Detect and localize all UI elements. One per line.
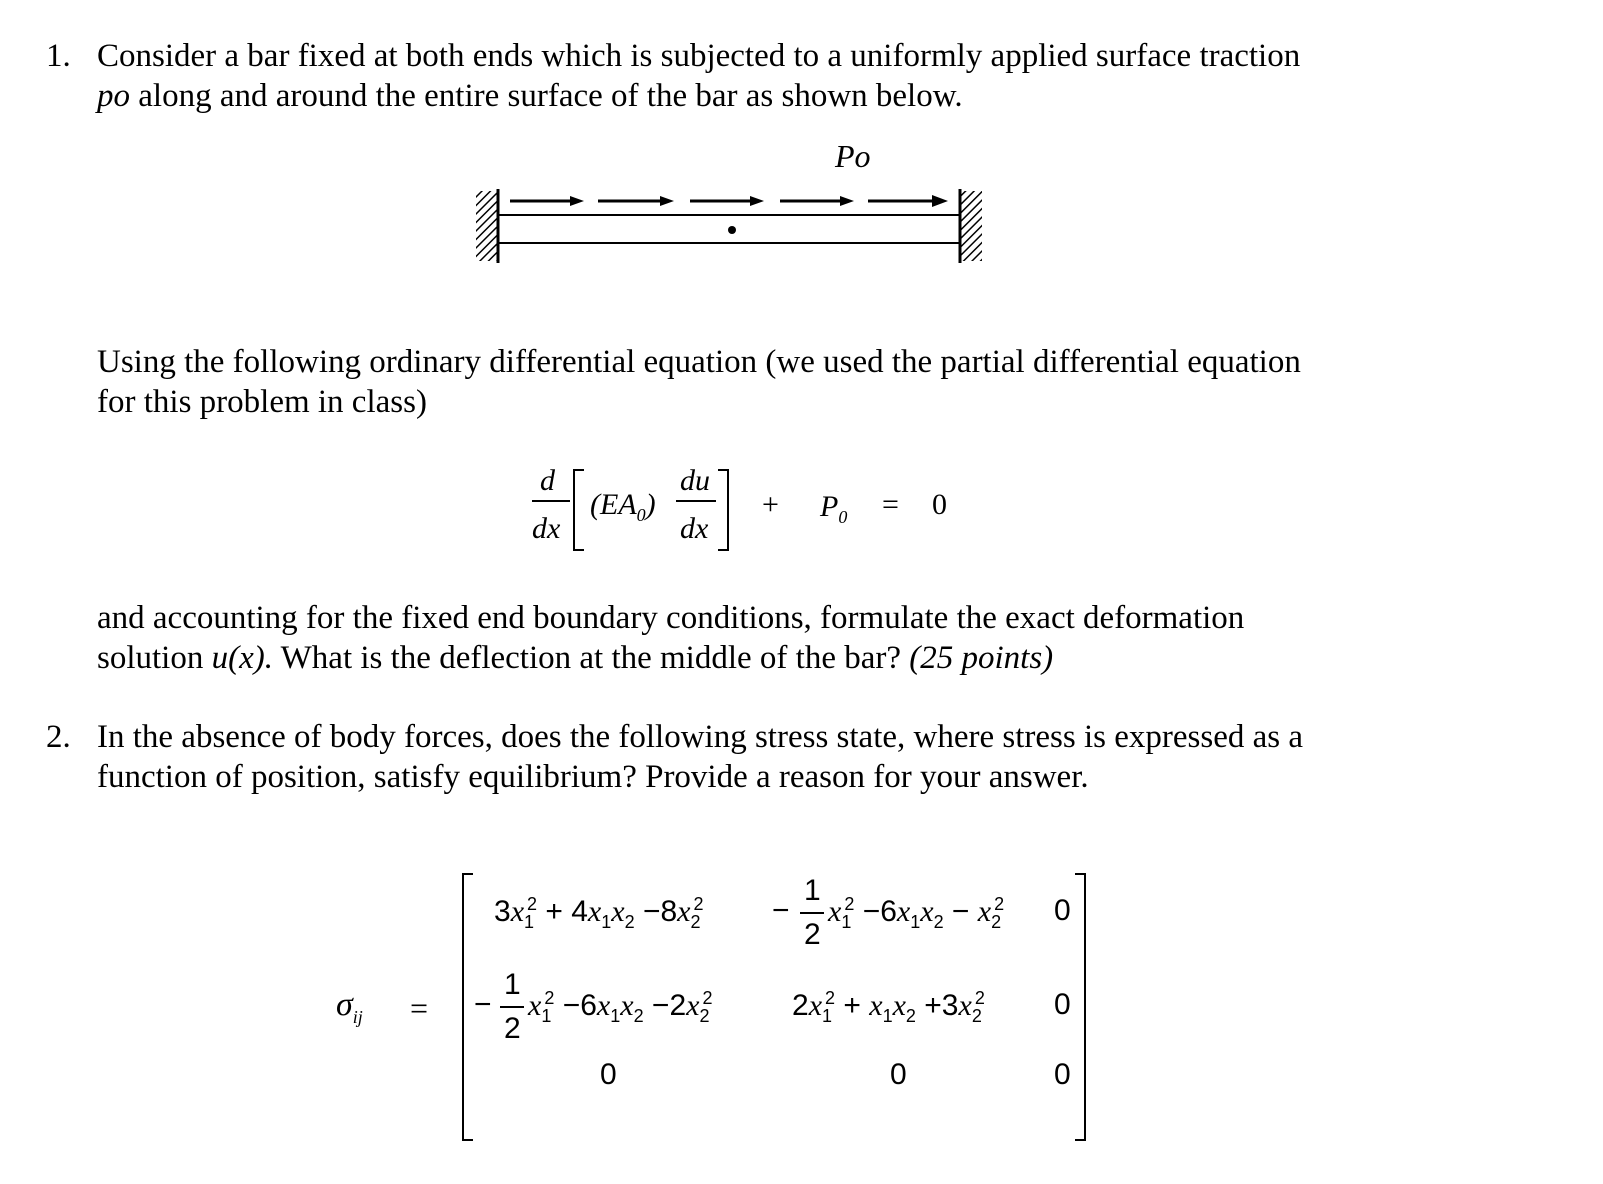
sigma-12: − 1 2 $x_1^2 -6x_1x_2 - x_2^2$ [772,874,1005,951]
sigma-21: − 1 2 $x_1^2 -6x_1x_2 -2x_2^2$ [474,968,713,1045]
ode-ea: $(EA_0)$ [590,488,656,525]
figure-label-po: Po [835,138,871,174]
bar-midpoint-dot [728,226,736,234]
ordinary-differential-equation [530,460,970,560]
traction-symbol: po [97,78,130,114]
question-2-line-1: In the absence of body forces, does the following stress state, where stress is expressed as a [97,719,1303,755]
accounting-line-2: solution u(x). What is the deflection at the middle of the bar? (25 points) [97,640,1054,676]
sigma-33: 0 [1054,1058,1071,1091]
ode-dx-2: dx [680,512,709,545]
ode-right-bracket [716,468,732,552]
question-2-line-2: function of position, satisfy equilibrium? Provide a reason for your answer. [97,759,1089,795]
left-fixed-support [476,189,498,263]
right-fixed-support [960,189,982,263]
matrix-equals: = [410,990,429,1026]
ode-equals: = [882,488,899,521]
u-of-x: u(x). [211,640,273,676]
question-1-line-2 [97,76,963,116]
question-1-line-2-text: along and around the entire surface of the bar as shown below. [130,78,963,114]
sigma-22: $2x_1^2 + x_1x_2 +3x_2^2$ [792,988,985,1026]
sigma-23: 0 [1054,988,1071,1021]
accounting-line-1: and accounting for the fixed end boundary conditions, formulate the exact deformation [97,600,1245,636]
sigma-32: 0 [890,1058,907,1091]
ode-plus: + [762,488,779,521]
ode-dx: dx [532,512,561,545]
ode-d: d [540,464,555,497]
question-2-number: 2. [46,719,71,755]
using-line-2: for this problem in class) [97,384,427,420]
sigma-31: 0 [600,1058,617,1091]
sigma-13: 0 [1054,894,1071,927]
question-1-line-1: Consider a bar fixed at both ends which is subjected to a uniformly applied surface traction [97,38,1301,74]
sigma-ij: $\sigma_{ij}$ [336,986,363,1027]
bar-figure [470,185,1000,265]
question-1-number: 1. [46,38,71,74]
ode-left-bracket [570,468,586,552]
using-line-1: Using the following ordinary differential equation (we used the partial differential equation [97,344,1301,380]
ode-zero: 0 [932,488,947,521]
ode-p0: $P_0$ [820,490,848,527]
traction-arrows [510,195,948,207]
ode-du: du [680,464,710,497]
points-label: (25 points) [909,640,1054,676]
sigma-11: $3x_1^2 + 4x_1x_2 -8x_2^2$ [494,894,704,932]
